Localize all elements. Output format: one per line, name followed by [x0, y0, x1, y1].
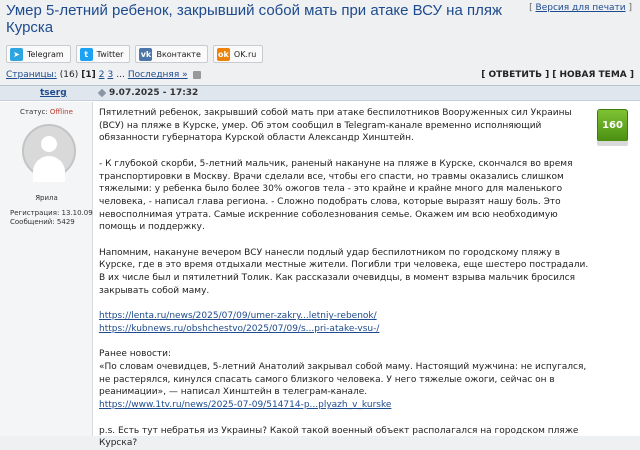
vk-icon: vk: [140, 49, 152, 59]
last-page-link[interactable]: Последняя »: [127, 70, 188, 80]
source-links: [99, 310, 592, 335]
page-jump-icon[interactable]: [193, 71, 201, 79]
pages-ellipsis: ...: [116, 70, 125, 80]
avatar-body-shape: [33, 156, 65, 182]
source-link-kubnews[interactable]: https://kubnews.ru/obshchestvo/2025/07/09/s...pri-atake-vsu-/: [99, 323, 380, 334]
post-date: [99, 88, 198, 98]
author-panel: [0, 102, 93, 436]
share-ok-button[interactable]: [213, 45, 263, 63]
earlier-news-quote: «По словам очевидцев, 5-летний Анатолий закрывал собой маму. Настоящий мужчина: не испугался, не растерялся, кинулся спасать самого близкого человека. У него тяжелые ожоги, сейчас он в реанимации», — написал Хинштейн в телеграм-канале.: [99, 362, 587, 398]
quote-source-link[interactable]: https://www.1tv.ru/news/2025-07-09/514714-p...plyazh_v_kurske: [99, 400, 392, 411]
user-status: Статус: Offline: [20, 108, 73, 116]
share-vk-button[interactable]: [135, 45, 207, 63]
share-bar: [6, 45, 263, 63]
registration-date: Регистрация: 13.10.09: [10, 209, 93, 217]
share-label: Вконтакте: [156, 49, 201, 59]
post-paragraph: Напомним, накануне вечером ВСУ нанесли подлый удар беспилотником по городскому пляжу в Курске, где в это время отдыхали местные жители. Погибли три человека, еще шестеро пострадали. В их числе был и пятилетний Толик. Как рассказали очевидцы, в момент взрыва мальчик бросился закрывать собой маму.: [99, 247, 589, 296]
pages-count: (16): [59, 70, 79, 80]
message-count: Сообщений: 5429: [10, 218, 75, 226]
page-2-link[interactable]: 2: [98, 70, 105, 80]
post-rating[interactable]: 160: [597, 109, 628, 142]
author-name[interactable]: tserg: [40, 88, 67, 98]
post-paragraph: Пятилетний ребенок, закрывший собой мать при атаке беспилотников Вооруженных сил Украины (ВСУ) на пляже в Курске, умер. Об этом сообщил в Telegram-канале временно исполняющий обязанности губернатора Курской области Александр Хинштейн.: [99, 108, 572, 144]
avatar-head-shape: [41, 136, 57, 152]
print-version-link[interactable]: Версия для печати: [535, 3, 626, 13]
current-page: [1]: [81, 70, 96, 80]
avatar[interactable]: [22, 124, 76, 178]
status-offline: Offline: [49, 108, 73, 116]
share-label: Twitter: [96, 49, 124, 59]
user-rank: Ярила: [35, 194, 58, 202]
post-paragraph: - К глубокой скорби, 5-летний мальчик, раненый накануне на пляже в Курске, скончался во время транспортировки в Москву. Врачи сделали все, чтобы его спасти, но травмы оказались слишком тяжелыми: у ребенка было более 30% ожогов тела - это крайне и крайне много для маленького человека, - написал глава региона. - Сложно подобрать слова, которые выразят нашу боль. Это невосполнимая утрата. Самые искренние соболезнования семье. Окажем им всю необходимую помощь и поддержку.: [99, 158, 573, 233]
source-link-lenta[interactable]: https://lenta.ru/news/2025/07/09/umer-zakry...letniy-rebenok/: [99, 311, 377, 322]
pagination: [6, 70, 481, 80]
topic-title: Умер 5-летний ребенок, закрывший собой мать при атаке ВСУ на пляж Курска: [6, 2, 503, 36]
telegram-icon: ➤: [10, 48, 23, 61]
pages-label[interactable]: Страницы:: [6, 70, 57, 80]
post-date-icon: [98, 89, 106, 97]
pager-bar: [6, 69, 634, 81]
reply-button[interactable]: [ ОТВЕТИТЬ ]: [481, 70, 550, 80]
ok-icon: ok: [217, 49, 229, 59]
new-topic-button[interactable]: [ НОВАЯ ТЕМА ]: [552, 70, 634, 80]
post-rating-base: [597, 141, 628, 146]
user-meta: [10, 209, 93, 227]
post-ps: p.s. Есть тут небратья из Украины? Какой такой военный объект располагался на городском пляже Курска?: [99, 425, 579, 449]
forum-post: [0, 85, 640, 449]
twitter-icon: t: [80, 48, 93, 61]
post-date-text: 9.07.2025 - 17:32: [109, 88, 199, 98]
share-label: OK.ru: [233, 49, 257, 59]
share-telegram-button[interactable]: [6, 45, 71, 63]
share-twitter-button[interactable]: [76, 45, 131, 63]
print-version: [ Версия для печати ]: [529, 3, 632, 13]
post-content: [99, 107, 592, 450]
post-header: [0, 86, 640, 101]
page-3-link[interactable]: 3: [107, 70, 114, 80]
topic-actions: [481, 70, 634, 80]
earlier-news-label: Ранее новости:: [99, 349, 172, 360]
share-label: Telegram: [27, 49, 64, 59]
